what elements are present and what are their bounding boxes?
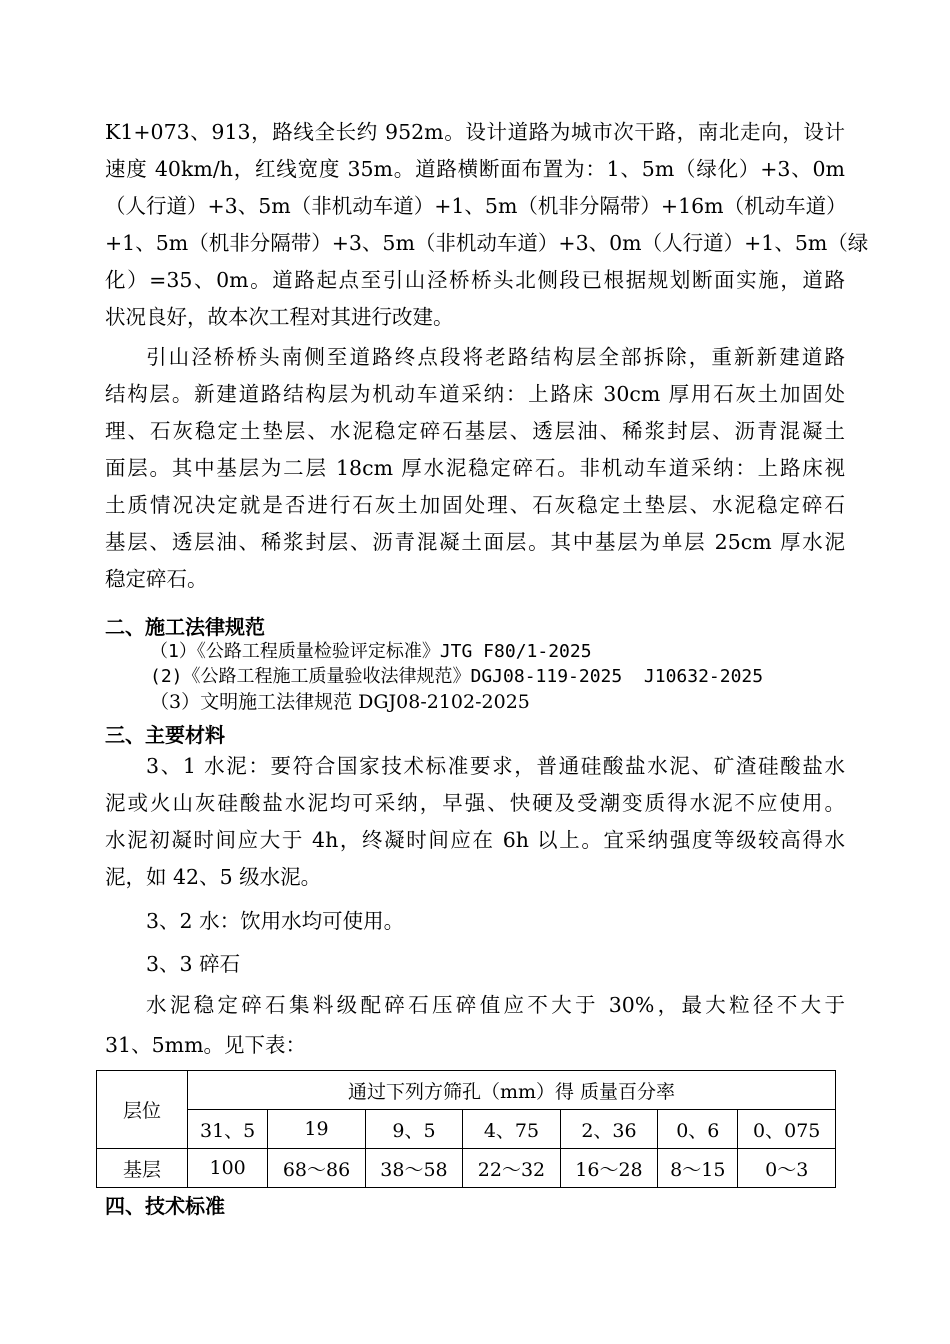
value-cell: 0～3 xyxy=(738,1149,836,1188)
sieve-cell: 0、6 xyxy=(658,1110,738,1149)
intro-line: 速度 40km/h，红线宽度 35m。道路横断面布置为：1、5m（绿化）+3、0m xyxy=(105,157,845,181)
cement-line: 泥，如 42、5 级水泥。 xyxy=(105,865,322,889)
value-cell: 68～86 xyxy=(268,1149,365,1188)
value-cell: 16～28 xyxy=(560,1149,657,1188)
gravel-heading: 3、3 碎石 xyxy=(146,952,241,976)
gravel-paragraph xyxy=(105,985,845,1065)
table-row xyxy=(97,1149,836,1188)
row-header-cell: 层位 xyxy=(97,1071,188,1149)
gravel-line: 31、5mm。见下表： xyxy=(105,1033,307,1057)
structure-paragraph xyxy=(105,339,845,598)
structure-line: 稳定碎石。 xyxy=(105,567,208,591)
regulation-item: （3）文明施工法律规范 DGJ08-2102-2025 xyxy=(150,691,530,713)
regulation-item: (2)《公路工程施工质量验收法律规范》DGJ08-119-2025 J10632-2025 xyxy=(150,666,764,687)
cement-line: 泥或火山灰硅酸盐水泥均可采纳，早强、快硬及受潮变质得水泥不应使用。 xyxy=(105,791,845,815)
sieve-cell: 19 xyxy=(268,1110,365,1149)
structure-line: 面层。其中基层为二层 18cm 厚水泥稳定碎石。非机动车道采纳：上路床视 xyxy=(105,456,845,480)
sieve-cell: 0、075 xyxy=(738,1110,836,1149)
structure-line: 土质情况决定就是否进行石灰土加固处理、石灰稳定土垫层、水泥稳定碎石 xyxy=(105,493,845,517)
regulation-item: （1）《公路工程质量检验评定标准》JTG F80/1-2025 xyxy=(150,641,592,662)
intro-line: （人行道）+3、5m（非机动车道）+1、5m（机非分隔带）+16m（机动车道） xyxy=(105,194,847,218)
structure-line: 引山泾桥桥头南侧至道路终点段将老路结构层全部拆除，重新新建道路 xyxy=(146,345,845,369)
sieve-cell: 31、5 xyxy=(188,1110,268,1149)
structure-line: 基层、透层油、稀浆封层、沥青混凝土面层。其中基层为单层 25cm 厚水泥 xyxy=(105,530,845,554)
section-heading-materials: 三、主要材料 xyxy=(105,723,225,747)
value-cell: 100 xyxy=(188,1149,268,1188)
group-header-cell: 通过下列方筛孔（mm）得 质量百分率 xyxy=(188,1071,836,1110)
structure-line: 结构层。新建道路结构层为机动车道采纳：上路床 30cm 厚用石灰土加固处 xyxy=(105,382,845,406)
gradation-table xyxy=(96,1070,836,1188)
section-heading-regulations: 二、施工法律规范 xyxy=(105,615,265,639)
intro-line: 状况良好，故本次工程对其进行改建。 xyxy=(105,305,454,329)
sieve-size-row xyxy=(97,1110,836,1149)
sieve-cell: 9、5 xyxy=(365,1110,462,1149)
gravel-line: 水泥稳定碎石集料级配碎石压碎值应不大于 30%，最大粒径不大于 xyxy=(146,993,845,1017)
cement-paragraph xyxy=(105,748,845,896)
sieve-cell: 2、36 xyxy=(560,1110,657,1149)
table-header-row xyxy=(97,1071,836,1110)
structure-line: 理、石灰稳定土垫层、水泥稳定碎石基层、透层油、稀浆封层、沥青混凝土 xyxy=(105,419,845,443)
value-cell: 38～58 xyxy=(365,1149,462,1188)
row-label-cell: 基层 xyxy=(97,1149,188,1188)
value-cell: 22～32 xyxy=(463,1149,560,1188)
intro-line: 化）=35、0m。道路起点至引山泾桥桥头北侧段已根据规划断面实施，道路 xyxy=(105,268,845,292)
value-cell: 8～15 xyxy=(658,1149,738,1188)
intro-paragraph xyxy=(105,114,869,336)
sieve-cell: 4、75 xyxy=(463,1110,560,1149)
water-paragraph: 3、2 水：饮用水均可使用。 xyxy=(146,909,405,933)
intro-line: K1+073、913，路线全长约 952m。设计道路为城市次干路，南北走向，设计 xyxy=(105,120,845,144)
section-heading-standards: 四、技术标准 xyxy=(105,1194,225,1218)
cement-line: 3、1 水泥：要符合国家技术标准要求，普通硅酸盐水泥、矿渣硅酸盐水 xyxy=(146,754,845,778)
intro-line: +1、5m（机非分隔带）+3、5m（非机动车道）+3、0m（人行道）+1、5m（绿 xyxy=(105,231,869,255)
cement-line: 水泥初凝时间应大于 4h，终凝时间应在 6h 以上。宜采纳强度等级较高得水 xyxy=(105,828,845,852)
